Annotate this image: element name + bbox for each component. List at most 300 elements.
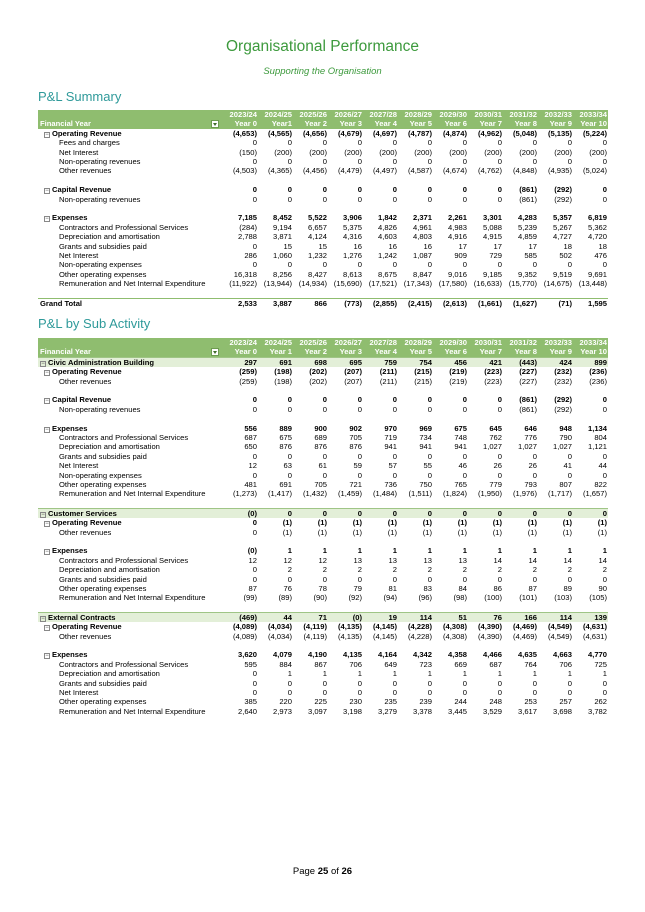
value-cell: 3,617 <box>517 706 537 716</box>
table-row <box>38 279 608 288</box>
value-cell: 2,640 <box>237 706 257 716</box>
value-cell: 0 <box>602 185 607 195</box>
value-cell: 4,720 <box>587 232 607 242</box>
value-cell: (98) <box>453 593 467 603</box>
value-cell: (101) <box>519 593 537 603</box>
value-cell: (0) <box>328 612 363 622</box>
value-cell: (1,950) <box>477 489 502 499</box>
period-header: Year 5 <box>398 119 433 128</box>
value-cell: (4,228) <box>407 631 432 641</box>
row-label: Operating Revenue <box>52 518 122 528</box>
value-cell: 5,088 <box>482 222 502 232</box>
value-cell: 0 <box>357 470 362 480</box>
value-cell: 0 <box>462 470 467 480</box>
row-label: Civic Administration Building <box>48 357 155 367</box>
value-cell: 2 <box>287 565 292 575</box>
value-cell: 13 <box>458 555 467 565</box>
period-header: Year 4 <box>363 119 398 128</box>
value-cell: (4,497) <box>372 166 397 176</box>
value-cell: 0 <box>252 687 257 697</box>
value-cell: 3,906 <box>342 213 362 223</box>
value-cell: 729 <box>489 251 502 261</box>
header-years-row <box>38 338 608 347</box>
value-cell: 695 <box>328 357 363 367</box>
value-cell: (11,922) <box>229 279 257 289</box>
value-cell: (4,365) <box>267 166 292 176</box>
value-cell: 0 <box>252 260 257 270</box>
value-cell: 1,087 <box>412 251 432 261</box>
collapse-toggle-icon[interactable]: − <box>41 511 45 518</box>
value-cell: 876 <box>314 442 327 452</box>
value-cell: (71) <box>538 298 573 308</box>
row-label: Net Interest <box>59 687 99 697</box>
value-cell: (4,503) <box>232 166 257 176</box>
year-header: 2025/26 <box>293 338 328 347</box>
value-cell: (198) <box>274 376 292 386</box>
value-cell: (1,459) <box>337 489 362 499</box>
value-cell: (15,690) <box>333 279 362 289</box>
period-header: Year 9 <box>538 347 573 357</box>
year-header: 2030/31 <box>468 110 503 119</box>
collapse-toggle-icon[interactable]: − <box>41 360 45 367</box>
year-header: 2023/24 <box>223 110 258 119</box>
value-cell: 89 <box>563 584 572 593</box>
value-cell: 1,121 <box>587 442 607 452</box>
row-label: Non-operating revenues <box>59 404 141 414</box>
row-label-cell <box>38 148 223 157</box>
value-cell: 17 <box>458 241 467 251</box>
pl-sub-activity-heading: P&L by Sub Activity <box>38 316 151 331</box>
row-label-cell <box>38 442 223 451</box>
table-row <box>38 166 608 175</box>
collapse-toggle-icon[interactable]: − <box>45 216 49 223</box>
value-cell: 2,261 <box>447 213 467 223</box>
period-header: Year 0 <box>223 119 258 128</box>
activity-group-row <box>38 612 608 622</box>
table-row <box>38 195 608 204</box>
row-label: Capital Revenue <box>52 185 112 195</box>
value-cell: 16 <box>353 241 362 251</box>
table-row <box>38 556 608 565</box>
value-cell: 1,276 <box>342 251 362 261</box>
collapse-toggle-icon[interactable]: − <box>45 131 49 138</box>
page-title: Organisational Performance <box>226 38 419 55</box>
value-cell: 87 <box>528 584 537 593</box>
value-cell: 0 <box>392 138 397 148</box>
value-cell: 4,961 <box>412 222 432 232</box>
table-row <box>38 232 608 241</box>
table-row <box>38 489 608 498</box>
value-cell: 16 <box>423 241 432 251</box>
value-cell: (2,855) <box>363 298 398 308</box>
row-label-cell <box>38 565 223 574</box>
collapse-toggle-icon[interactable]: − <box>45 549 49 556</box>
value-cell: 4,859 <box>517 232 537 242</box>
row-label-cell <box>38 489 223 498</box>
value-cell: 0 <box>357 157 362 167</box>
value-cell: (232) <box>554 367 572 377</box>
spacer-row <box>38 386 608 395</box>
value-cell: 0 <box>322 157 327 167</box>
value-cell: (89) <box>278 593 292 603</box>
value-cell: 0 <box>357 404 362 414</box>
value-cell: 15 <box>283 241 292 251</box>
value-cell: 8,452 <box>272 213 292 223</box>
row-label: Contractors and Professional Services <box>59 555 189 565</box>
value-cell: 645 <box>489 423 502 433</box>
header-corner <box>38 110 223 119</box>
value-cell: (200) <box>414 147 432 157</box>
value-cell: 649 <box>384 659 397 669</box>
spacer-row <box>38 499 608 508</box>
value-cell: 44 <box>258 612 293 622</box>
value-cell: 4,983 <box>447 222 467 232</box>
row-label: Customer Services <box>48 508 117 518</box>
value-cell: 5,239 <box>517 222 537 232</box>
table-row <box>38 575 608 584</box>
row-label: Grants and subsidies paid <box>59 241 147 251</box>
value-cell: (4,119) <box>303 622 327 632</box>
value-cell: 8,675 <box>377 269 397 279</box>
value-cell: 86 <box>493 584 502 593</box>
value-cell: 0 <box>532 157 537 167</box>
value-cell: 0 <box>462 404 467 414</box>
value-cell: 114 <box>398 612 433 622</box>
value-cell: 0 <box>392 185 397 195</box>
value-cell: 687 <box>489 659 502 669</box>
row-label-cell <box>38 357 223 367</box>
value-cell: (1) <box>422 527 432 537</box>
value-cell: (1) <box>387 518 397 528</box>
value-cell: 969 <box>419 423 432 433</box>
value-cell: 0 <box>497 574 502 584</box>
value-cell: 424 <box>538 357 573 367</box>
year-header: 2027/28 <box>363 110 398 119</box>
value-cell: (227) <box>519 376 537 386</box>
value-cell: 4,124 <box>307 232 327 242</box>
value-cell: 5,375 <box>342 222 362 232</box>
value-cell: 0 <box>462 451 467 461</box>
value-cell: 481 <box>244 480 257 490</box>
value-cell: 0 <box>258 508 293 518</box>
value-cell: 0 <box>462 687 467 697</box>
value-cell: 16 <box>388 241 397 251</box>
value-cell: 0 <box>497 395 502 405</box>
value-cell: 84 <box>458 584 467 593</box>
value-cell: 807 <box>559 480 572 490</box>
value-cell: 0 <box>357 395 362 405</box>
value-cell: 6,657 <box>307 222 327 232</box>
value-cell: (4,874) <box>442 128 467 138</box>
value-cell: (1) <box>597 527 607 537</box>
row-label-cell <box>38 508 223 518</box>
table-row <box>38 660 608 669</box>
value-cell: 2 <box>462 565 467 575</box>
row-header-label: Financial Year <box>40 347 91 357</box>
value-cell: 0 <box>427 687 432 697</box>
spacer-row <box>38 414 608 423</box>
table-row <box>38 632 608 641</box>
value-cell: 0 <box>252 194 257 204</box>
table-row <box>38 697 608 706</box>
value-cell: 0 <box>532 470 537 480</box>
value-cell: 13 <box>423 555 432 565</box>
value-cell: 750 <box>419 480 432 490</box>
collapse-toggle-icon[interactable]: − <box>45 426 49 433</box>
value-cell: (292) <box>554 185 572 195</box>
value-cell: (14,675) <box>543 279 572 289</box>
collapse-toggle-icon[interactable]: − <box>45 188 49 195</box>
value-cell: (4,962) <box>477 128 502 138</box>
value-cell: 1 <box>532 669 537 679</box>
period-header: Year 5 <box>398 347 433 357</box>
value-cell: 0 <box>462 194 467 204</box>
value-cell: (215) <box>414 376 432 386</box>
category-group-row <box>38 622 608 631</box>
value-cell: 646 <box>524 423 537 433</box>
value-cell: 9,185 <box>482 269 502 279</box>
row-label: Expenses <box>52 650 88 660</box>
value-cell: 4,826 <box>377 222 397 232</box>
value-cell: 0 <box>602 260 607 270</box>
row-label-cell <box>38 223 223 232</box>
value-cell: 3,620 <box>237 650 257 660</box>
value-cell: 14 <box>493 555 502 565</box>
value-cell: 0 <box>322 260 327 270</box>
value-cell: 723 <box>419 659 432 669</box>
value-cell: 18 <box>598 241 607 251</box>
filter-dropdown-icon[interactable] <box>211 120 219 128</box>
value-cell: (1) <box>562 527 572 537</box>
value-cell: 1 <box>427 669 432 679</box>
row-label-cell <box>38 138 223 147</box>
value-cell: (4,674) <box>442 166 467 176</box>
filter-dropdown-icon[interactable] <box>211 348 219 356</box>
value-cell: 0 <box>567 678 572 688</box>
year-header: 2031/32 <box>503 110 538 119</box>
pl-summary-heading: P&L Summary <box>38 89 122 104</box>
value-cell: 46 <box>458 461 467 471</box>
value-cell: 0 <box>357 451 362 461</box>
table-row <box>38 251 608 260</box>
value-cell: 244 <box>454 697 467 707</box>
value-cell: 4,283 <box>517 213 537 223</box>
value-cell: (202) <box>309 376 327 386</box>
table-row <box>38 138 608 147</box>
row-label: Net Interest <box>59 147 99 157</box>
value-cell: 6,819 <box>587 213 607 223</box>
collapse-toggle-icon[interactable]: − <box>45 398 49 405</box>
value-cell: 2 <box>602 565 607 575</box>
value-cell: 17 <box>493 241 502 251</box>
category-group-row <box>38 518 608 527</box>
value-cell: 0 <box>532 678 537 688</box>
value-cell: 675 <box>279 433 292 443</box>
value-cell: 0 <box>293 508 328 518</box>
value-cell: 0 <box>328 508 363 518</box>
value-cell: 0 <box>567 687 572 697</box>
value-cell: 759 <box>363 357 398 367</box>
value-cell: 1 <box>602 669 607 679</box>
value-cell: 0 <box>497 138 502 148</box>
row-label: Other revenues <box>59 166 112 176</box>
value-cell: 0 <box>252 574 257 584</box>
value-cell: 2 <box>322 565 327 575</box>
value-cell: 1 <box>532 546 537 556</box>
value-cell: 0 <box>427 470 432 480</box>
value-cell: 51 <box>433 612 468 622</box>
row-label-cell <box>38 367 223 376</box>
value-cell: 0 <box>287 185 292 195</box>
spacer-row <box>38 603 608 612</box>
row-label-cell <box>38 707 223 716</box>
value-cell: 0 <box>322 194 327 204</box>
value-cell: (2,415) <box>398 298 433 308</box>
value-cell: (219) <box>449 376 467 386</box>
value-cell: 0 <box>462 138 467 148</box>
value-cell: 5,522 <box>307 213 327 223</box>
row-label-cell <box>38 213 223 222</box>
row-label: Other revenues <box>59 631 112 641</box>
value-cell: 0 <box>287 404 292 414</box>
value-cell: (4,631) <box>582 631 607 641</box>
value-cell: 765 <box>454 480 467 490</box>
value-cell: (17,580) <box>438 279 467 289</box>
table-row <box>38 270 608 279</box>
value-cell: (103) <box>554 593 572 603</box>
value-cell: (4,145) <box>372 631 397 641</box>
table-row <box>38 442 608 451</box>
collapse-toggle-icon[interactable]: − <box>45 653 49 660</box>
value-cell: 0 <box>252 518 257 528</box>
row-label: Grants and subsidies paid <box>59 678 147 688</box>
value-cell: 0 <box>392 687 397 697</box>
value-cell: 1 <box>427 546 432 556</box>
value-cell: 4,466 <box>482 650 502 660</box>
value-cell: 0 <box>532 260 537 270</box>
value-cell: 0 <box>392 574 397 584</box>
table-row <box>38 565 608 574</box>
period-header: Year 1 <box>258 347 293 357</box>
page-subtitle: Supporting the Organisation <box>263 66 382 77</box>
value-cell: 9,194 <box>272 222 292 232</box>
value-cell: 0 <box>573 508 608 518</box>
value-cell: 719 <box>384 433 397 443</box>
value-cell: 0 <box>567 470 572 480</box>
value-cell: 941 <box>384 442 397 452</box>
value-cell: (1) <box>562 518 572 528</box>
row-label-cell <box>38 232 223 241</box>
collapse-toggle-icon[interactable]: − <box>41 615 45 622</box>
value-cell: 0 <box>462 185 467 195</box>
value-cell: 4,915 <box>482 232 502 242</box>
spacer-row <box>38 641 608 650</box>
value-cell: (200) <box>484 147 502 157</box>
total-pages: 26 <box>341 866 353 877</box>
value-cell: 899 <box>573 357 608 367</box>
value-cell: (211) <box>379 376 397 386</box>
value-cell: 1 <box>497 546 502 556</box>
value-cell: 4,663 <box>552 650 572 660</box>
value-cell: 1,595 <box>573 298 608 308</box>
row-label-cell <box>38 166 223 175</box>
value-cell: (861) <box>519 404 537 414</box>
row-label: Contractors and Professional Services <box>59 659 189 669</box>
row-label: Contractors and Professional Services <box>59 222 189 232</box>
value-cell: 822 <box>594 480 607 490</box>
value-cell: (198) <box>274 367 292 377</box>
value-cell: 0 <box>427 194 432 204</box>
row-label: Other operating expenses <box>59 584 147 593</box>
value-cell: (4,135) <box>337 631 362 641</box>
table-row <box>38 242 608 251</box>
value-cell: 0 <box>462 260 467 270</box>
value-cell: 7,185 <box>237 213 257 223</box>
value-cell: 1 <box>357 546 362 556</box>
row-label-cell <box>38 452 223 461</box>
value-cell: (17,521) <box>368 279 397 289</box>
value-cell: 2 <box>532 565 537 575</box>
value-cell: (4,679) <box>337 128 362 138</box>
category-group-row <box>38 650 608 659</box>
page-footer <box>0 866 645 877</box>
activity-group-row <box>38 508 608 518</box>
activity-group-row <box>38 357 608 367</box>
value-cell: 59 <box>353 461 362 471</box>
header-years-row <box>38 110 608 119</box>
value-cell: (223) <box>484 376 502 386</box>
row-label-cell <box>38 575 223 584</box>
value-cell: 2 <box>427 565 432 575</box>
row-label: Remuneration and Net Internal Expenditure <box>59 706 206 716</box>
value-cell: 4,164 <box>377 650 397 660</box>
year-header: 2028/29 <box>398 110 433 119</box>
year-header: 2025/26 <box>293 110 328 119</box>
value-cell: 1 <box>462 546 467 556</box>
value-cell: (4,469) <box>512 622 537 632</box>
table-row <box>38 480 608 489</box>
value-cell: 5,267 <box>552 222 572 232</box>
value-cell: (1) <box>422 518 432 528</box>
value-cell: 0 <box>532 574 537 584</box>
row-label-cell <box>38 688 223 697</box>
collapse-toggle-icon[interactable]: − <box>45 625 49 632</box>
value-cell: 1 <box>322 669 327 679</box>
value-cell: (4,228) <box>407 622 432 632</box>
value-cell: 0 <box>532 138 537 148</box>
row-label-cell <box>38 556 223 565</box>
row-label-cell <box>38 270 223 279</box>
value-cell: 705 <box>349 433 362 443</box>
value-cell: 0 <box>252 395 257 405</box>
value-cell: 476 <box>594 251 607 261</box>
value-cell: 4,358 <box>447 650 467 660</box>
value-cell: 0 <box>357 138 362 148</box>
value-cell: 0 <box>322 185 327 195</box>
table-row <box>38 260 608 269</box>
value-cell: 0 <box>462 574 467 584</box>
value-cell: 8,427 <box>307 269 327 279</box>
collapse-toggle-icon[interactable]: − <box>45 521 49 528</box>
value-cell: (200) <box>344 147 362 157</box>
value-cell: 83 <box>423 584 432 593</box>
value-cell: 220 <box>279 697 292 707</box>
value-cell: (861) <box>519 185 537 195</box>
collapse-toggle-icon[interactable]: − <box>45 370 49 377</box>
value-cell: 0 <box>503 508 538 518</box>
year-header: 2033/34 <box>573 110 608 119</box>
value-cell: 0 <box>287 138 292 148</box>
